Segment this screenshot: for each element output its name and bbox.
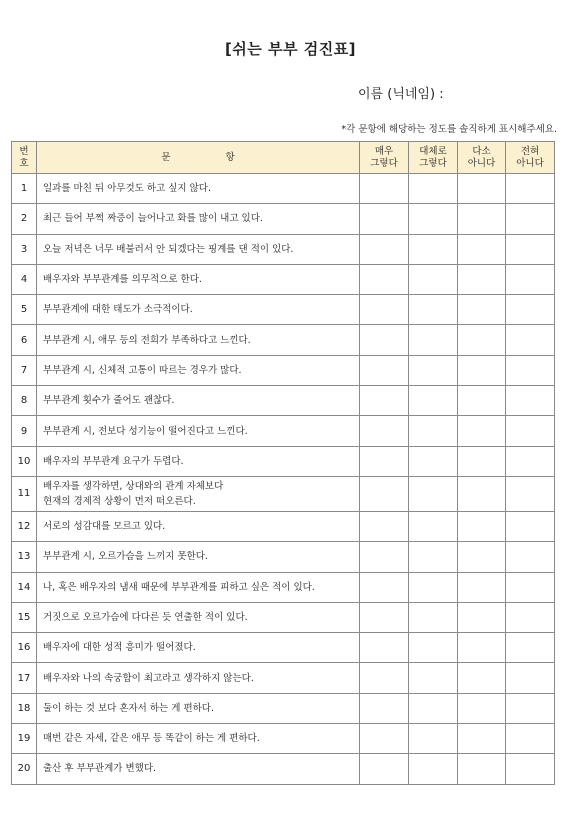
answer-cell-never[interactable] [506, 446, 555, 476]
answer-cell-never[interactable] [506, 542, 555, 572]
answer-cell-mostly-yes[interactable] [409, 572, 458, 602]
answer-cell-mostly-yes[interactable] [409, 174, 458, 204]
row-number: 9 [12, 416, 37, 446]
answer-cell-never[interactable] [506, 355, 555, 385]
question-text [37, 325, 360, 355]
checklist-table [11, 141, 555, 785]
table-row [12, 386, 555, 416]
question-text [37, 264, 360, 294]
answer-cell-very-yes[interactable] [360, 234, 409, 264]
table-row [12, 264, 555, 294]
column-header-question: 문항 [37, 142, 360, 174]
question-text [37, 724, 360, 754]
answer-cell-very-yes[interactable] [360, 633, 409, 663]
row-number: 20 [12, 754, 37, 784]
question-text [37, 386, 360, 416]
question-line: 오늘 저녁은 너무 배불러서 안 되겠다는 핑계를 댄 적이 있다. [43, 243, 294, 255]
row-number: 5 [12, 295, 37, 325]
row-number: 18 [12, 693, 37, 723]
table-row [12, 663, 555, 693]
answer-cell-very-yes[interactable] [360, 663, 409, 693]
answer-cell-mostly-yes[interactable] [409, 476, 458, 511]
row-number: 3 [12, 234, 37, 264]
answer-cell-somewhat-no[interactable] [458, 663, 506, 693]
answer-cell-somewhat-no[interactable] [458, 602, 506, 632]
answer-cell-never[interactable] [506, 476, 555, 511]
answer-cell-very-yes[interactable] [360, 724, 409, 754]
answer-cell-very-yes[interactable] [360, 511, 409, 541]
row-number: 13 [12, 542, 37, 572]
answer-cell-somewhat-no[interactable] [458, 511, 506, 541]
question-line: 최근 들어 부쩍 짜증이 늘어나고 화를 많이 내고 있다. [43, 213, 263, 225]
answer-cell-very-yes[interactable] [360, 295, 409, 325]
answer-cell-never[interactable] [506, 602, 555, 632]
row-number: 17 [12, 663, 37, 693]
table-row [12, 234, 555, 264]
row-number: 8 [12, 386, 37, 416]
question-text [37, 572, 360, 602]
answer-cell-never[interactable] [506, 693, 555, 723]
answer-cell-very-yes[interactable] [360, 325, 409, 355]
answer-cell-very-yes[interactable] [360, 174, 409, 204]
answer-cell-never[interactable] [506, 416, 555, 446]
answer-cell-never[interactable] [506, 663, 555, 693]
question-line: 배우자에 대한 성적 흥미가 떨어졌다. [43, 642, 196, 654]
column-header-number: 번 호 [12, 142, 37, 174]
answer-cell-mostly-yes[interactable] [409, 264, 458, 294]
answer-cell-mostly-yes[interactable] [409, 602, 458, 632]
answer-cell-very-yes[interactable] [360, 693, 409, 723]
answer-cell-never[interactable] [506, 633, 555, 663]
answer-cell-somewhat-no[interactable] [458, 264, 506, 294]
answer-cell-somewhat-no[interactable] [458, 174, 506, 204]
answer-cell-somewhat-no[interactable] [458, 724, 506, 754]
table-row [12, 572, 555, 602]
question-text [37, 416, 360, 446]
answer-cell-mostly-yes[interactable] [409, 204, 458, 234]
question-text [37, 446, 360, 476]
column-header-somewhat-no: 다소 아니다 [458, 142, 506, 174]
row-number: 7 [12, 355, 37, 385]
answer-cell-somewhat-no[interactable] [458, 355, 506, 385]
table-row [12, 633, 555, 663]
answer-cell-very-yes[interactable] [360, 386, 409, 416]
instruction-text: *각 문항에 해당하는 정도를 솔직하게 표시해주세요. [341, 124, 557, 135]
question-line: 일과를 마친 뒤 아무것도 하고 싶지 않다. [43, 183, 211, 195]
table-row [12, 542, 555, 572]
table-row [12, 754, 555, 784]
answer-cell-somewhat-no[interactable] [458, 542, 506, 572]
table-row [12, 204, 555, 234]
answer-cell-very-yes[interactable] [360, 355, 409, 385]
question-line: 부부관계 시, 오르가슴을 느끼지 못한다. [43, 551, 208, 563]
answer-cell-very-yes[interactable] [360, 416, 409, 446]
question-line: 배우자와 부부관계를 의무적으로 한다. [43, 274, 202, 286]
row-number: 19 [12, 724, 37, 754]
question-text [37, 234, 360, 264]
answer-cell-very-yes[interactable] [360, 572, 409, 602]
row-number: 11 [12, 476, 37, 511]
answer-cell-mostly-yes[interactable] [409, 295, 458, 325]
answer-cell-very-yes[interactable] [360, 602, 409, 632]
question-line: 부부관계 시, 신체적 고통이 따르는 경우가 많다. [43, 364, 242, 376]
question-text [37, 295, 360, 325]
question-text [37, 542, 360, 572]
answer-cell-mostly-yes[interactable] [409, 325, 458, 355]
name-label: 이름 (닉네임) : [358, 87, 444, 102]
answer-cell-never[interactable] [506, 264, 555, 294]
question-line: 둘이 하는 것 보다 혼자서 하는 게 편하다. [43, 702, 214, 714]
answer-cell-mostly-yes[interactable] [409, 416, 458, 446]
row-number: 16 [12, 633, 37, 663]
answer-cell-mostly-yes[interactable] [409, 511, 458, 541]
column-header-very-yes: 매우 그렇다 [360, 142, 409, 174]
row-number: 6 [12, 325, 37, 355]
question-text [37, 174, 360, 204]
table-row [12, 355, 555, 385]
answer-cell-somewhat-no[interactable] [458, 204, 506, 234]
question-line: 나, 혹은 배우자의 냄새 때문에 부부관계를 피하고 싶은 적이 있다. [43, 581, 315, 593]
answer-cell-somewhat-no[interactable] [458, 693, 506, 723]
answer-cell-very-yes[interactable] [360, 476, 409, 511]
table-row [12, 446, 555, 476]
question-line: 매번 같은 자세, 같은 애무 등 똑같이 하는 게 편하다. [43, 733, 260, 745]
row-number: 1 [12, 174, 37, 204]
table-row [12, 476, 555, 511]
answer-cell-mostly-yes[interactable] [409, 693, 458, 723]
answer-cell-never[interactable] [506, 234, 555, 264]
question-text [37, 355, 360, 385]
row-number: 12 [12, 511, 37, 541]
answer-cell-somewhat-no[interactable] [458, 446, 506, 476]
answer-cell-mostly-yes[interactable] [409, 234, 458, 264]
answer-cell-mostly-yes[interactable] [409, 633, 458, 663]
table-header-row [12, 142, 555, 174]
answer-cell-never[interactable] [506, 174, 555, 204]
table-row [12, 416, 555, 446]
table-row [12, 602, 555, 632]
question-line: 부부관계 횟수가 줄어도 괜찮다. [43, 395, 175, 407]
row-number: 2 [12, 204, 37, 234]
answer-cell-mostly-yes[interactable] [409, 355, 458, 385]
answer-cell-never[interactable] [506, 724, 555, 754]
page-title: [쉬는 부부 검진표] [224, 40, 357, 58]
answer-cell-mostly-yes[interactable] [409, 754, 458, 784]
table-row [12, 325, 555, 355]
question-line: 출산 후 부부관계가 변했다. [43, 763, 157, 775]
table-row [12, 174, 555, 204]
question-text [37, 476, 360, 511]
question-line: 현재의 경제적 상황이 먼저 떠오른다. [43, 495, 196, 507]
question-text [37, 511, 360, 541]
table-row [12, 693, 555, 723]
answer-cell-somewhat-no[interactable] [458, 386, 506, 416]
answer-cell-somewhat-no[interactable] [458, 754, 506, 784]
question-line: 거짓으로 오르가슴에 다다른 듯 연출한 적이 있다. [43, 612, 248, 623]
answer-cell-mostly-yes[interactable] [409, 663, 458, 693]
answer-cell-never[interactable] [506, 754, 555, 784]
answer-cell-never[interactable] [506, 204, 555, 234]
answer-cell-never[interactable] [506, 386, 555, 416]
question-line: 배우자의 부부관계 요구가 두렵다. [43, 455, 184, 467]
answer-cell-very-yes[interactable] [360, 204, 409, 234]
column-header-mostly-yes: 대체로 그렇다 [409, 142, 458, 174]
row-number: 4 [12, 264, 37, 294]
question-line: 부부관계 시, 애무 등의 전희가 부족하다고 느낀다. [43, 334, 251, 346]
answer-cell-somewhat-no[interactable] [458, 325, 506, 355]
table-row [12, 295, 555, 325]
answer-cell-very-yes[interactable] [360, 542, 409, 572]
answer-cell-never[interactable] [506, 325, 555, 355]
answer-cell-mostly-yes[interactable] [409, 542, 458, 572]
answer-cell-never[interactable] [506, 295, 555, 325]
question-line: 서로의 성감대를 모르고 있다. [43, 521, 166, 533]
answer-cell-somewhat-no[interactable] [458, 295, 506, 325]
row-number: 10 [12, 446, 37, 476]
question-text [37, 633, 360, 663]
question-text [37, 693, 360, 723]
answer-cell-never[interactable] [506, 511, 555, 541]
answer-cell-very-yes[interactable] [360, 754, 409, 784]
answer-cell-mostly-yes[interactable] [409, 724, 458, 754]
question-line: 배우자와 나의 속궁합이 최고라고 생각하지 않는다. [43, 672, 254, 684]
answer-cell-very-yes[interactable] [360, 264, 409, 294]
answer-cell-somewhat-no[interactable] [458, 572, 506, 602]
table-row [12, 511, 555, 541]
answer-cell-somewhat-no[interactable] [458, 633, 506, 663]
question-line: 부부관계 시, 전보다 성기능이 떨어진다고 느낀다. [43, 425, 248, 437]
row-number: 14 [12, 572, 37, 602]
question-text [37, 602, 360, 632]
question-text [37, 754, 360, 784]
row-number: 15 [12, 602, 37, 632]
answer-cell-somewhat-no[interactable] [458, 476, 506, 511]
answer-cell-very-yes[interactable] [360, 446, 409, 476]
answer-cell-never[interactable] [506, 572, 555, 602]
question-line: 배우자를 생각하면, 상대와의 관계 자체보다 [43, 480, 224, 492]
table-row [12, 724, 555, 754]
column-header-never: 전혀 아니다 [506, 142, 555, 174]
answer-cell-mostly-yes[interactable] [409, 446, 458, 476]
answer-cell-mostly-yes[interactable] [409, 386, 458, 416]
question-text [37, 663, 360, 693]
question-line: 부부관계에 대한 태도가 소극적이다. [43, 304, 193, 316]
answer-cell-somewhat-no[interactable] [458, 416, 506, 446]
question-text [37, 204, 360, 234]
answer-cell-somewhat-no[interactable] [458, 234, 506, 264]
